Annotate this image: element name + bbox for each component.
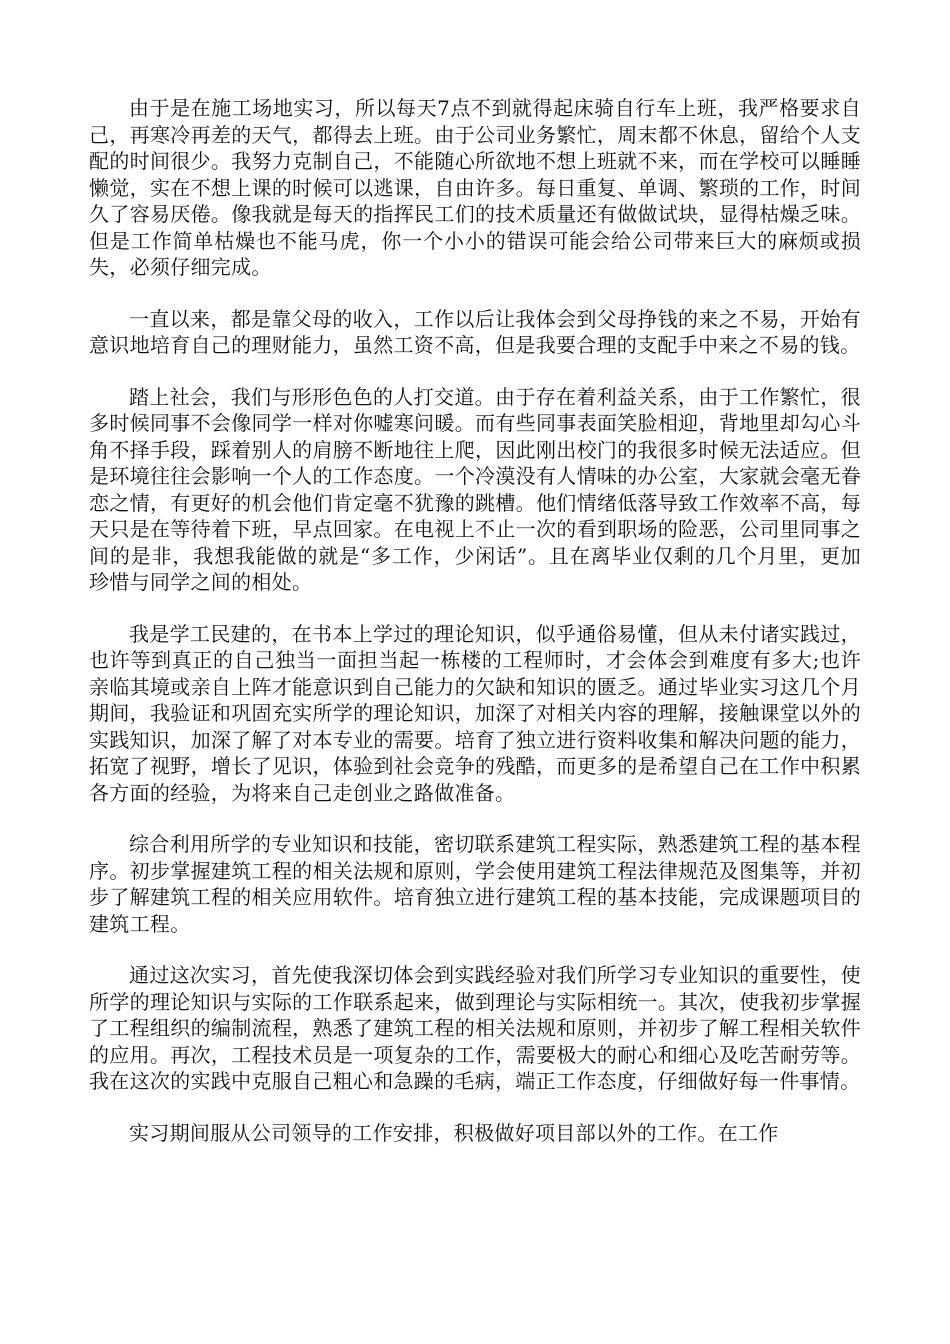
paragraph-7: 实习期间服从公司领导的工作安排，积极做好项目部以外的工作。在工作 <box>129 1120 779 1145</box>
paragraph-1: 由于是在施工场地实习，所以每天7点不到就得起床骑自行车上班，我严格要求自己，再寒冷再差的天气，都得去上班。由于公司业务繁忙，周末都不休息，留给个人支配的时间很少。我努力克制自己，不能随心所欲地不想上班就不来，而在学校可以睡睡懒觉，实在不想上课的时候可以逃课，自由许多。每日重复、单调、繁琐的工作，时间久了容易厌倦。像我就是每天的指挥民工们的技术质量还有做做试块，显得枯燥乏味。但是工作简单枯燥也不能马虎，你一个小小的错误可能会给公司带来巨大的麻烦或损失，必须仔细完成。 <box>89 96 861 279</box>
paragraph-2: 一直以来，都是靠父母的收入，工作以后让我体会到父母挣钱的来之不易，开始有意识地培育自己的理财能力，虽然工资不高，但是我要合理的支配手中来之不易的钱。 <box>89 306 861 357</box>
paragraph-6: 通过这次实习，首先使我深切体会到实践经验对我们所学习专业知识的重要性，使所学的理论知识与实际的工作联系起来，做到理论与实际相统一。其次，使我初步掌握了工程组织的编制流程，熟悉了建筑工程的相关法规和原则，并初步了解工程相关软件的应用。再次，工程技术员是一项复杂的工作，需要极大的耐心和细心及吃苦耐劳等。我在这次的实践中克服自己粗心和急躁的毛病，端正工作态度，仔细做好每一件事情。 <box>89 963 861 1093</box>
paragraph-5: 综合利用所学的专业知识和技能，密切联系建筑工程实际，熟悉建筑工程的基本程序。初步掌握建筑工程的相关法规和原则，学会使用建筑工程法律规范及图集等，并初步了解建筑工程的相关应用软件。培育独立进行建筑工程的基本技能，完成课题项目的建筑工程。 <box>89 832 861 936</box>
document-body <box>89 95 861 1171</box>
paragraph-3: 踏上社会，我们与形形色色的人打交道。由于存在着利益关系，由于工作繁忙，很多时候同事不会像同学一样对你嘘寒问暖。而有些同事表面笑脸相迎，背地里却勾心斗角不择手段，踩着别人的肩膀不断地往上爬，因此刚出校门的我很多时候无法适应。但是环境往往会影响一个人的工作态度。一个冷漠没有人情味的办公室，大家就会毫无眷恋之情，有更好的机会他们肯定毫不犹豫的跳槽。他们情绪低落导致工作效率不高，每天只是在等待着下班，早点回家。在电视上不止一次的看到职场的险恶，公司里同事之间的是非，我想我能做的就是“多工作，少闲话”。且在离毕业仅剩的几个月里，更加珍惜与同学之间的相处。 <box>89 384 861 594</box>
paragraph-4: 我是学工民建的，在书本上学过的理论知识，似乎通俗易懂，但从未付诸实践过，也许等到真正的自己独当一面担当起一栋楼的工程师时，才会体会到难度有多大;也许亲临其境或亲自上阵才能意识到自己能力的欠缺和知识的匮乏。通过毕业实习这几个月期间，我验证和巩固充实所学的理论知识，加深了对相关内容的理解，接触课堂以外的实践知识，加深了解了对本专业的需要。培育了独立进行资料收集和解决问题的能力，拓宽了视野，增长了见识，体验到社会竞争的残酷，而更多的是希望自己在工作中积累各方面的经验，为将来自己走创业之路做准备。 <box>89 621 861 805</box>
